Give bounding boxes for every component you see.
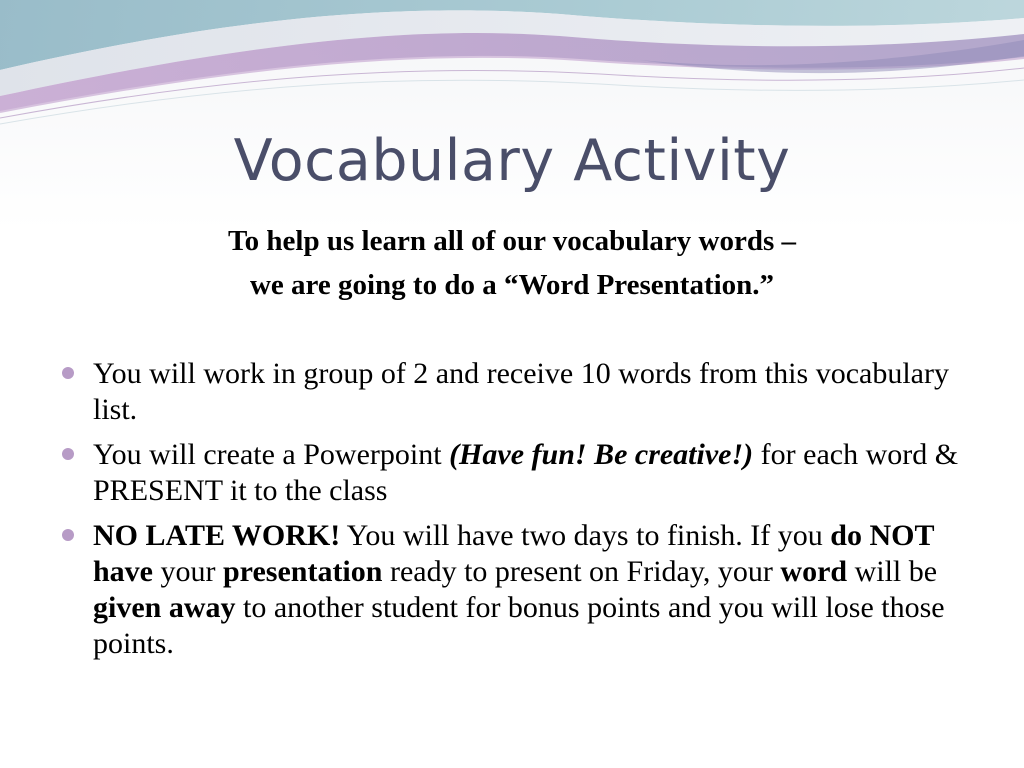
slide-title: Vocabulary Activity (233, 128, 791, 194)
bullet-text: You will create a Powerpoint (93, 438, 450, 471)
bullet-text: to another student for bonus points and you will lose those points. (93, 591, 945, 660)
bullet-dot-icon (62, 448, 74, 460)
bullet-text: You will have two days to finish. If you (340, 519, 831, 552)
bullet-text: for each word & PRESENT it to the class (93, 438, 959, 507)
bullet-text: You will work in group of 2 and receive 10 words from this vocabulary list. (93, 357, 949, 426)
bullet-text: will be (847, 555, 938, 588)
bullet-bold: NO LATE WORK! (93, 519, 341, 552)
bullet-bold: presentation (223, 555, 383, 588)
bullet-item-powerpoint (62, 437, 962, 509)
bullet-dot-icon (62, 529, 74, 541)
header-swoosh-decoration (0, 0, 1024, 130)
bullet-text: your (153, 555, 223, 588)
bullet-bold: given away (93, 591, 236, 624)
bullet-item-no-late-work (62, 518, 962, 662)
bullet-list (62, 356, 962, 671)
bullet-emphasis: (Have fun! Be creative!) (449, 438, 754, 471)
slide-subtitle (0, 219, 1024, 307)
bullet-bold: do NOT have (93, 519, 934, 588)
bullet-bold: word (780, 555, 848, 588)
bullet-dot-icon (62, 367, 74, 379)
bullet-item-group-work (62, 356, 962, 428)
subtitle-line-1: To help us learn all of our vocabulary words – (228, 225, 796, 257)
bullet-text: ready to present on Friday, your (382, 555, 781, 588)
subtitle-line-2: we are going to do a “Word Presentation.” (249, 269, 775, 301)
